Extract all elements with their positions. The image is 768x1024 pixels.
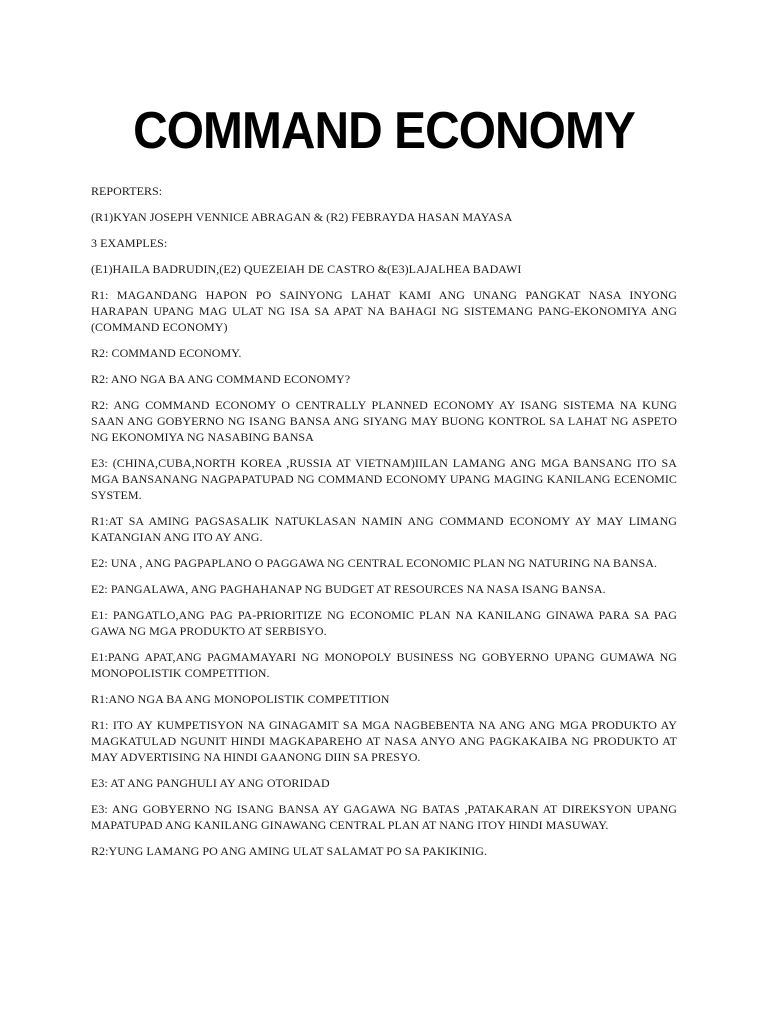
document-title: COMMAND ECONOMY bbox=[133, 102, 635, 160]
paragraph-r2-question: R2: ANO NGA BA ANG COMMAND ECONOMY? bbox=[91, 372, 351, 386]
paragraph-examples-label: 3 EXAMPLES: bbox=[91, 236, 168, 250]
paragraph-e1-fourth: E1:PANG APAT,ANG PAGMAMAYARI NG MONOPOLY BUSINESS NG GOBYERNO UPANG GUMAWA NG MONOPOLISTIK COMPETITION. bbox=[91, 650, 677, 680]
paragraph-e3-countries: E3: (CHINA,CUBA,NORTH KOREA ,RUSSIA AT VIETNAM)IILAN LAMANG ANG MGA BANSANG ITO SA MGA BANSANANG NAGPAPATUPAD NG COMMAND ECONOMY UPANG MAGING KANILANG ECENOMIC SYSTEM. bbox=[91, 456, 677, 502]
paragraph-e3-last: E3: AT ANG PANGHULI AY ANG OTORIDAD bbox=[91, 776, 330, 790]
paragraph-examples-names: (E1)HAILA BADRUDIN,(E2) QUEZEIAH DE CASTRO &(E3)LAJALHEA BADAWI bbox=[91, 262, 522, 276]
paragraph-r2-definition: R2: ANG COMMAND ECONOMY O CENTRALLY PLANNED ECONOMY AY ISANG SISTEMA NA KUNG SAAN ANG GOBYERNO NG ISANG BANSA ANG SIYANG MAY BUONG KONTROL SA LAHAT NG ASPETO NG EKONOMIYA NG NASABING BANSA bbox=[91, 398, 677, 444]
paragraph-e3-authority: E3: ANG GOBYERNO NG ISANG BANSA AY GAGAWA NG BATAS ,PATAKARAN AT DIREKSYON UPANG MAPATUPAD ANG KANILANG GINAWANG CENTRAL PLAN AT NANG ITOY HINDI MASUWAY. bbox=[91, 802, 677, 832]
paragraph-e2-first: E2: UNA , ANG PAGPAPLANO O PAGGAWA NG CENTRAL ECONOMIC PLAN NG NATURING NA BANSA. bbox=[91, 556, 658, 570]
paragraph-e2-second: E2: PANGALAWA, ANG PAGHAHANAP NG BUDGET AT RESOURCES NA NASA ISANG BANSA. bbox=[91, 582, 606, 596]
paragraph-r1-characteristics: R1:AT SA AMING PAGSASALIK NATUKLASAN NAMIN ANG COMMAND ECONOMY AY MAY LIMANG KATANGIAN ANG ITO AY ANG. bbox=[91, 514, 677, 544]
paragraph-r2-topic: R2: COMMAND ECONOMY. bbox=[91, 346, 242, 360]
paragraph-reporters-label: REPORTERS: bbox=[91, 184, 163, 198]
paragraph-r1-monopolistic-answer: R1: ITO AY KUMPETISYON NA GINAGAMIT SA MGA NAGBEBENTA NA ANG ANG MGA PRODUKTO AY MAGKATULAD NGUNIT HINDI MAGKAPAREHO AT NASA ANYO ANG PAGKAKAIBA NG PRODUKTO AT MAY ADVERTISING NA HINDI GAANONG DIIN SA PRESYO. bbox=[91, 718, 677, 764]
paragraph-r2-closing: R2:YUNG LAMANG PO ANG AMING ULAT SALAMAT PO SA PAKIKINIG. bbox=[91, 844, 488, 858]
paragraph-r1-greeting: R1: MAGANDANG HAPON PO SAINYONG LAHAT KAMI ANG UNANG PANGKAT NASA INYONG HARAPAN UPANG MAG ULAT NG ISA SA APAT NA BAHAGI NG SISTEMANG PANG-EKONOMIYA ANG (COMMAND ECONOMY) bbox=[91, 288, 677, 334]
paragraph-r1-monopolistic-question: R1:ANO NGA BA ANG MONOPOLISTIK COMPETITION bbox=[91, 692, 390, 706]
document-body bbox=[91, 183, 677, 869]
paragraph-reporters-names: (R1)KYAN JOSEPH VENNICE ABRAGAN & (R2) FEBRAYDA HASAN MAYASA bbox=[91, 210, 513, 224]
paragraph-e1-third: E1: PANGATLO,ANG PAG PA-PRIORITIZE NG ECONOMIC PLAN NA KANILANG GINAWA PARA SA PAG GAWA NG MGA PRODUKTO AT SERBISYO. bbox=[91, 608, 677, 638]
